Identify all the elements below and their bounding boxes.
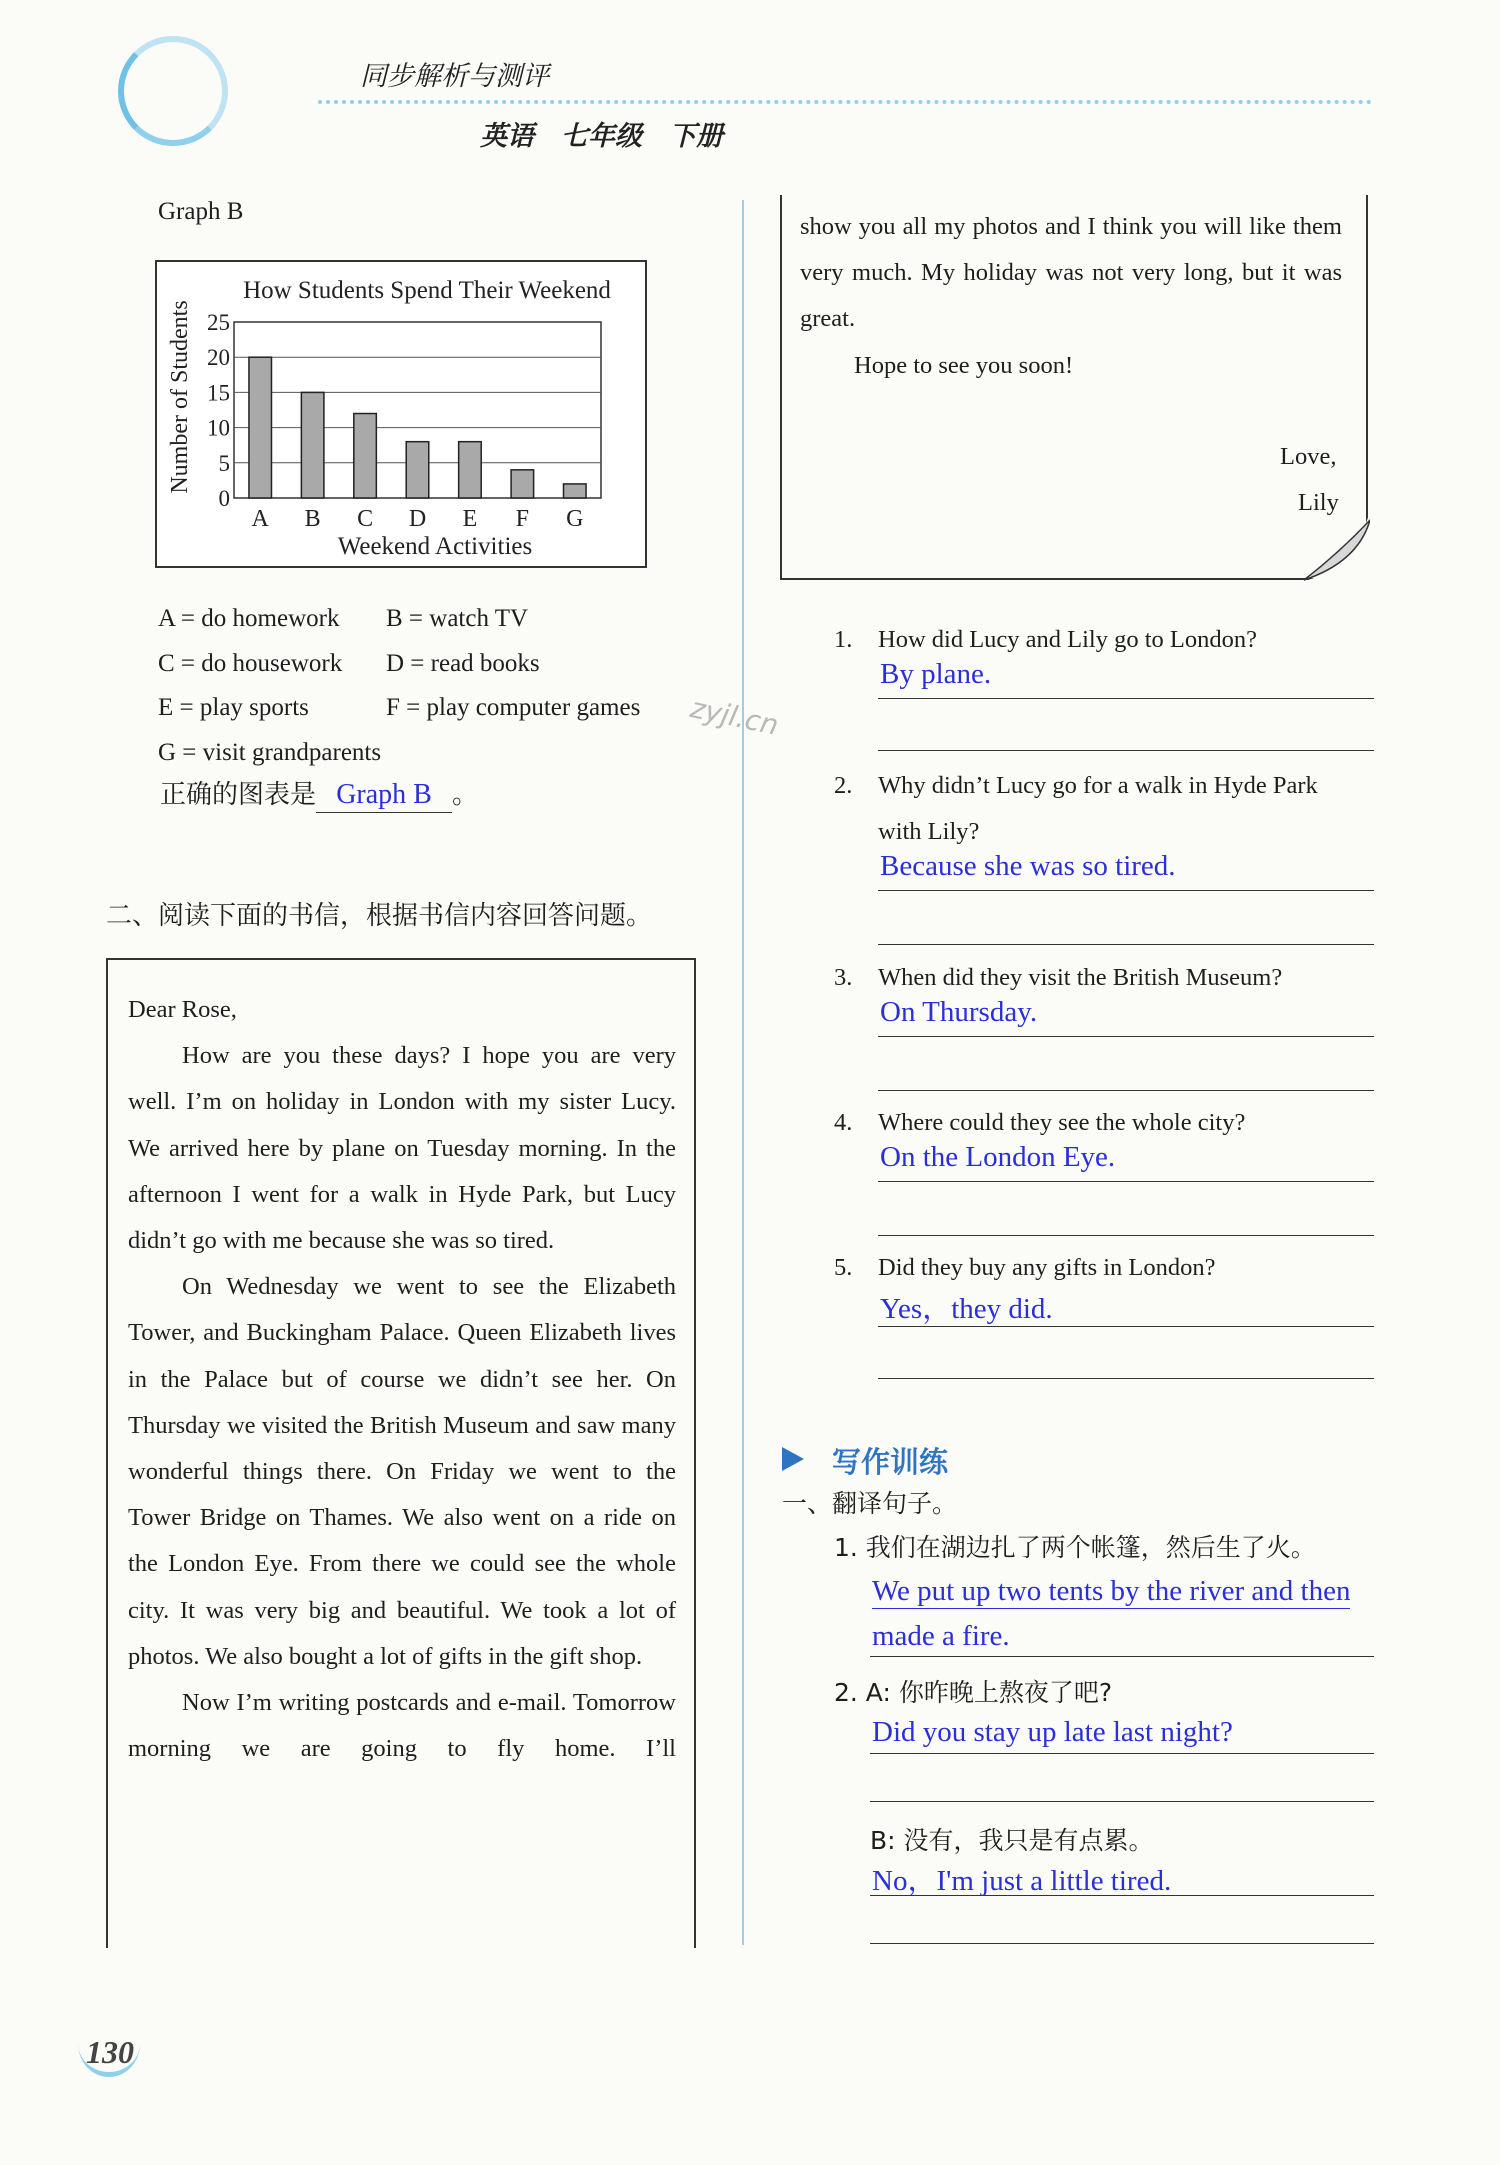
legend-item-d: D = read books <box>386 649 540 677</box>
translation-answer: We put up two tents by the river and then <box>872 1575 1351 1607</box>
answer-line <box>878 1378 1374 1379</box>
legend-item-b: B = watch TV <box>386 605 529 632</box>
legend <box>158 604 718 782</box>
answer-line <box>870 1656 1374 1657</box>
legend-item-c: C = do housework <box>158 649 343 677</box>
translation-answer-b: No，I'm just a little tired. <box>872 1865 1172 1897</box>
x-tick-label: B <box>304 506 321 532</box>
answer-prefix: 正确的图表是 <box>160 780 317 810</box>
y-tick-label: 5 <box>218 450 230 476</box>
writing-subtitle: 一、翻译句子。 <box>782 1489 958 1518</box>
letter-signature: Lily <box>1298 489 1339 516</box>
bar-a <box>249 357 272 498</box>
answer-line <box>878 1090 1374 1091</box>
header-subject: 英语 七年级 下册 <box>480 121 723 152</box>
answer-line <box>878 1326 1374 1327</box>
question-text: When did they visit the British Museum? <box>878 964 1283 991</box>
question-number: 3. <box>834 964 853 991</box>
x-tick-label: C <box>357 506 374 532</box>
legend-item-f: F = play computer games <box>386 694 641 721</box>
translation-question: 1. 我们在湖边扎了两个帐篷，然后生了火。 <box>834 1533 1316 1562</box>
answer-line <box>878 750 1374 751</box>
translation-question: 2. A: 你昨晚上熬夜了吧? <box>834 1678 1113 1707</box>
legend-row <box>158 649 718 694</box>
answer-line <box>878 698 1374 699</box>
letter-paragraph: Hope to see you soon! <box>854 351 1074 379</box>
letter-body-continued <box>800 204 1342 389</box>
answer-line <box>878 1181 1374 1182</box>
translation-answer: Did you stay up late last night? <box>872 1716 1233 1748</box>
answer-text: By plane. <box>880 658 992 690</box>
letter-greeting: Dear Rose, <box>128 996 237 1023</box>
question-number: 4. <box>834 1109 853 1136</box>
answer-text: Because she was so tired. <box>880 850 1176 882</box>
y-tick-label: 10 <box>207 415 230 441</box>
question-number: 1. <box>834 626 853 653</box>
answer-row <box>160 778 478 813</box>
answer-line <box>870 1753 1374 1754</box>
letter-paragraph: How are you these days? I hope you are very well. I’m on holiday in London with my sister Lucy. We arrived here by plane on Tuesday morning. In the afternoon I went for a walk in Hyde Park, but Lucy didn’t go with me because she was so tired. <box>128 1042 676 1255</box>
question-text-cont: with Lily? <box>878 818 980 845</box>
translation-answer-cont: made a fire. <box>872 1620 1010 1652</box>
answer-text: On the London Eye. <box>880 1141 1116 1173</box>
header-dotted-line <box>318 100 1372 104</box>
logo-circle <box>118 36 228 146</box>
legend-row <box>158 693 718 738</box>
question-number: 5. <box>834 1254 853 1281</box>
watermark: zyjl.cn <box>687 691 782 742</box>
answer-line <box>878 890 1374 891</box>
answer-value: Graph B <box>336 779 432 810</box>
bar-c <box>354 414 377 498</box>
translation-question-b: B: 没有，我只是有点累。 <box>870 1826 1154 1855</box>
chart-ylabel: Number of Students <box>167 300 193 494</box>
answer-line <box>878 1235 1374 1236</box>
section2-title: 二、阅读下面的书信，根据书信内容回答问题。 <box>106 901 653 931</box>
bar-f <box>511 470 534 498</box>
question-text: Why didn’t Lucy go for a walk in Hyde Park <box>878 772 1318 799</box>
letter-paragraph: Now I’m writing postcards and e-mail. Tomorrow morning we are going to fly home. I’ll <box>128 1689 676 1763</box>
answer-text: On Thursday. <box>880 996 1038 1028</box>
y-tick-label: 0 <box>218 486 230 511</box>
legend-row <box>158 738 718 783</box>
bar-g <box>564 484 587 498</box>
x-tick-label: F <box>515 506 530 532</box>
x-tick-label: A <box>251 506 269 532</box>
column-divider <box>742 200 744 1945</box>
graph-label: Graph B <box>158 198 244 225</box>
bar-d <box>406 442 429 498</box>
x-tick-label: D <box>408 506 427 532</box>
letter-closing: Love, <box>1280 443 1337 470</box>
y-tick-label: 25 <box>207 310 230 335</box>
page-curl-icon <box>1300 512 1370 582</box>
answer-suffix: 。 <box>452 780 479 810</box>
y-tick-label: 15 <box>207 380 230 406</box>
x-tick-label: G <box>566 506 584 532</box>
triangle-icon <box>782 1447 804 1471</box>
legend-row <box>158 604 718 649</box>
legend-item-e: E = play sports <box>158 694 309 721</box>
answer-text: Yes，they did. <box>880 1293 1053 1325</box>
question-text: Did they buy any gifts in London? <box>878 1254 1216 1281</box>
header-book-title: 同步解析与测评 <box>360 61 549 92</box>
bar-b <box>301 392 324 498</box>
answer-line <box>870 1895 1374 1896</box>
chart-title: How Students Spend Their Weekend <box>243 277 611 304</box>
answer-line <box>878 944 1374 945</box>
bar-e <box>459 442 482 498</box>
answer-line <box>870 1801 1374 1802</box>
question-text: How did Lucy and Lily go to London? <box>878 626 1258 653</box>
writing-title: 写作训练 <box>832 1445 949 1479</box>
legend-item-a: A = do homework <box>158 605 340 632</box>
letter-paragraph: On Wednesday we went to see the Elizabeth Tower, and Buckingham Palace. Queen Elizabeth lives in the Palace but of course we didn’t see her. On Thursday we visited the British Museum and saw many wonderful things there. On Friday we went to the Tower Bridge on Thames. We also went on a ride on the London Eye. From there we could see the whole city. It was very big and beautiful. We took a lot of photos. We also bought a lot of gifts in the gift shop. <box>128 1273 676 1670</box>
legend-item-g: G = visit grandparents <box>158 738 382 766</box>
letter-paragraph: show you all my photos and I think you will like them very much. My holiday was not very long, but it was great. <box>800 213 1342 333</box>
chart-xlabel: Weekend Activities <box>337 533 533 560</box>
y-tick-label: 20 <box>207 345 230 371</box>
question-number: 2. <box>834 772 853 799</box>
letter-body <box>128 987 676 1772</box>
question-text: Where could they see the whole city? <box>878 1109 1246 1136</box>
bar-chart <box>157 262 645 566</box>
answer-line <box>878 1036 1374 1037</box>
answer-line <box>870 1943 1374 1944</box>
x-tick-label: E <box>462 506 478 532</box>
answer-blank <box>316 778 452 813</box>
page-number: 130 <box>86 2034 134 2070</box>
chart-box <box>155 260 647 568</box>
